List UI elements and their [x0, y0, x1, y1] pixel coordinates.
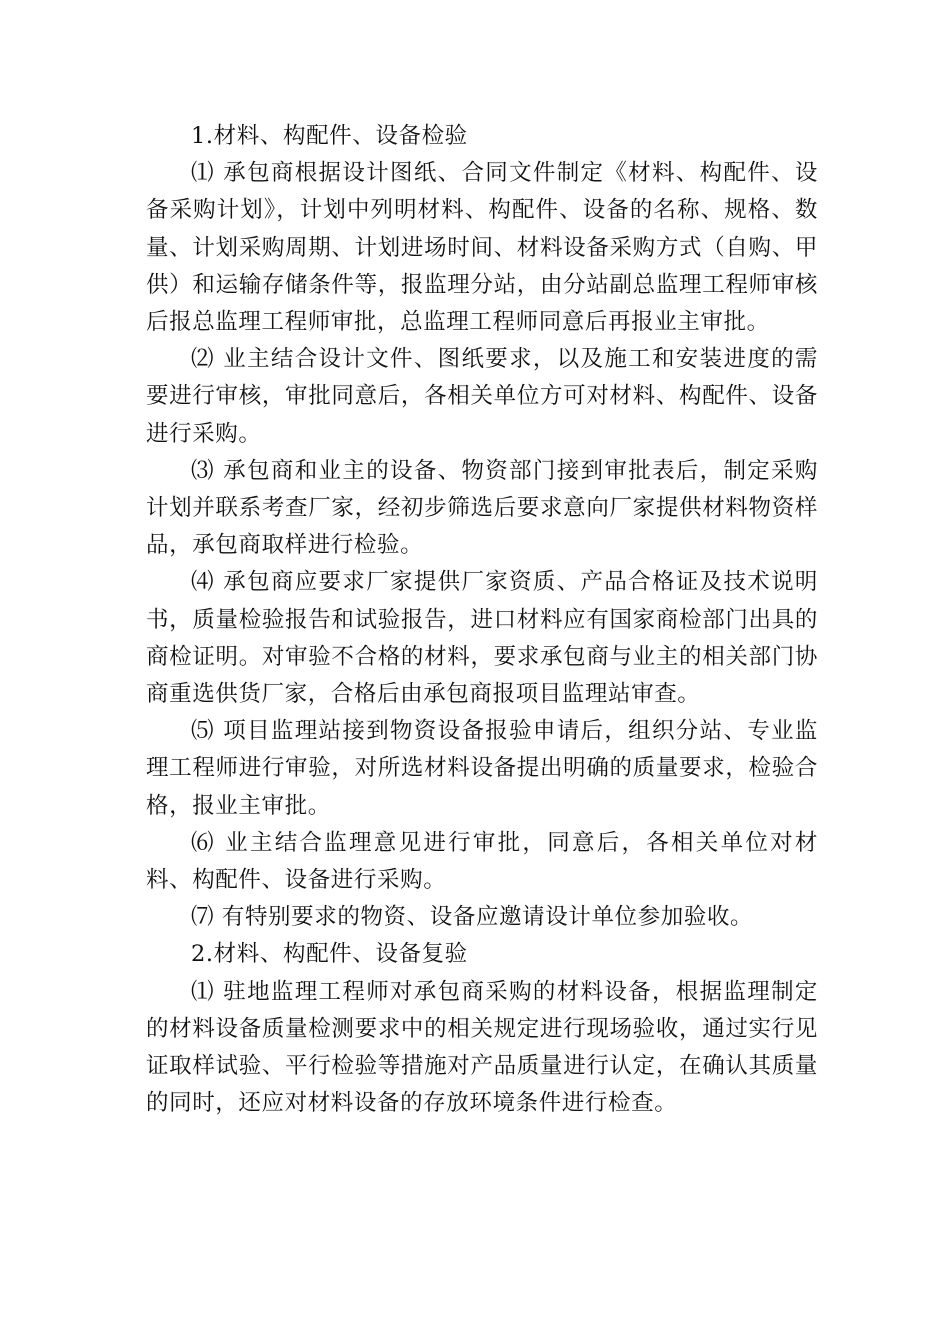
paragraph-sample-inspection: ⑶ 承包商和业主的设备、物资部门接到审批表后，制定采购计划并联系考查厂家，经初步筛选后要求意向厂家提供材料物资样品，承包商取样进行检验。 [146, 457, 818, 559]
paragraph-owner-approval: ⑹ 业主结合监理意见进行审批，同意后，各相关单位对材料、构配件、设备进行采购。 [146, 829, 818, 894]
paragraph-supervision-review: ⑸ 项目监理站接到物资设备报验申请后，组织分站、专业监理工程师进行审验，对所选材料设备提出明确的质量要求，检验合格，报业主审批。 [146, 718, 818, 819]
paragraph-procurement-plan: ⑴ 承包商根据设计图纸、合同文件制定《材料、构配件、设备采购计划》，计划中列明材料、构配件、设备的名称、规格、数量、计划采购周期、计划进场时间、材料设备采购方式（自购、甲供）和运输存储条件等，报监理分站，由分站副总监理工程师审核后报总监理工程师审批，总监理工程师同意后再报业主审批。 [146, 160, 818, 336]
paragraph-site-acceptance: ⑴ 驻地监理工程师对承包商采购的材料设备，根据监理制定的材料设备质量检测要求中的相关规定进行现场验收，通过实行见证取样试验、平行检验等措施对产品质量进行认定，在确认其质量的同时，还应对材料设备的存放环境条件进行检查。 [146, 978, 818, 1117]
section-heading-materials-inspection: 1.材料、构配件、设备检验 [191, 123, 468, 149]
paragraph-qualification-documents: ⑷ 承包商应要求厂家提供厂家资质、产品合格证及技术说明书，质量检验报告和试验报告，进口材料应有国家商检部门出具的商检证明。对审验不合格的材料，要求承包商与业主的相关部门协商重选供货厂家，合格后由承包商报项目监理站审查。 [146, 569, 818, 708]
document-body [146, 118, 818, 1122]
paragraph-special-acceptance: ⑺ 有特别要求的物资、设备应邀请设计单位参加验收。 [191, 904, 754, 931]
section-heading-materials-reinspection: 2.材料、构配件、设备复验 [191, 941, 468, 968]
paragraph-owner-review: ⑵ 业主结合设计文件、图纸要求，以及施工和安装进度的需要进行审核，审批同意后，各相关单位方可对材料、构配件、设备进行采购。 [146, 346, 818, 447]
